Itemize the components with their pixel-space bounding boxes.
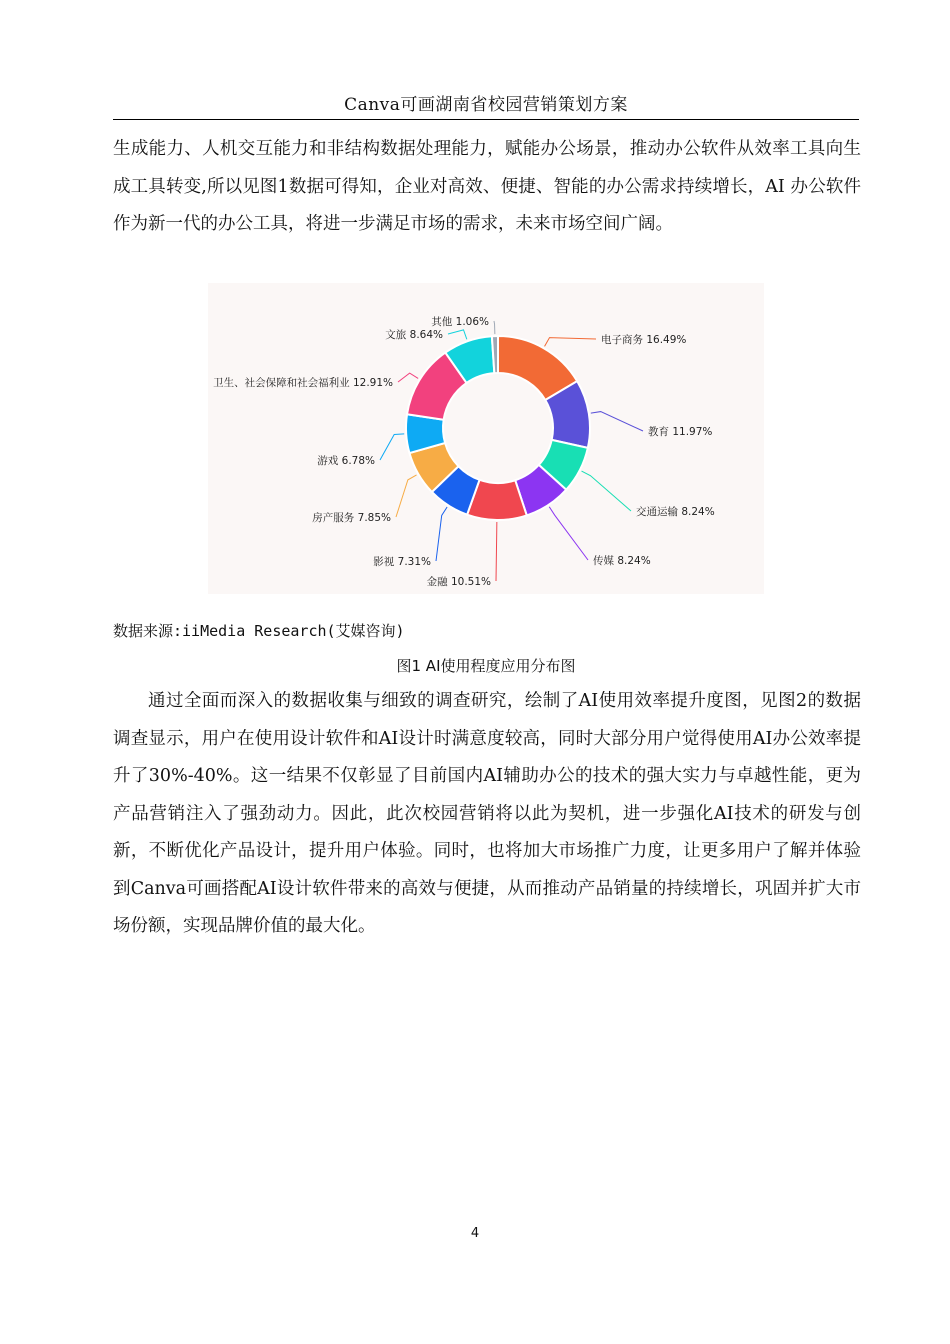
page-header-title: Canva可画湖南省校园营销策划方案 (113, 90, 859, 120)
donut-chart (208, 283, 764, 594)
donut-leader-line-8 (398, 373, 418, 382)
donut-slice-label-10: 其他 1.06% (431, 316, 489, 328)
figure-source: 数据来源:iiMedia Research(艾媒咨询) (113, 622, 405, 640)
donut-slice-label-9: 文旅 8.64% (385, 329, 443, 341)
figure-caption: 图1 AI使用程度应用分布图 (396, 657, 576, 675)
donut-slice-label-7: 游戏 6.78% (317, 455, 375, 467)
donut-slice-label-0: 电子商务 16.49% (601, 334, 687, 346)
page-number: 4 (470, 1226, 480, 1241)
donut-leader-line-2 (582, 471, 631, 511)
donut-leader-line-4 (496, 522, 497, 581)
donut-leader-line-1 (591, 412, 643, 431)
donut-slice-label-5: 影视 7.31% (373, 556, 431, 568)
donut-leader-line-6 (396, 475, 417, 517)
donut-slice-label-3: 传媒 8.24% (593, 555, 651, 567)
donut-leader-line-0 (545, 338, 596, 347)
body-paragraph-2: 通过全面而深入的数据收集与细致的调查研究，绘制了AI使用效率提升度图，见图2的数据调查显示，用户在使用设计软件和AI设计时满意度较高，同时大部分用户觉得使用AI办公效率提升了30%-40%。这一结果不仅彰显了目前国内AI辅助办公的技术的强大实力与卓越性能，更为产品营销注入了强劲动力。因此，此次校园营销将以此为契机，进一步强化AI技术的研发与创新，不断优化产品设计，提升用户体验。同时，也将加大市场推广力度，让更多用户了解并体验到Canva可画搭配AI设计软件带来的高效与便捷，从而推动产品销量的持续增长，巩固并扩大市场份额，实现品牌价值的最大化。 (113, 691, 861, 936)
donut-leader-line-7 (380, 434, 404, 460)
donut-leader-line-10 (494, 321, 495, 334)
donut-leader-line-5 (436, 507, 447, 561)
donut-slice-label-2: 交通运输 8.24% (636, 506, 715, 518)
body-paragraph-1: 生成能力、人机交互能力和非结构数据处理能力，赋能办公场景，推动办公软件从效率工具向生成工具转变,所以见图1数据可得知，企业对高效、便捷、智能的办公需求持续增长，AI 办公软件作为新一代的办公工具，将进一步满足市场的需求，未来市场空间广阔。 (113, 139, 861, 234)
donut-slice-label-8: 卫生、社会保障和社会福利业 12.91% (213, 377, 393, 389)
donut-slice-label-4: 金融 10.51% (426, 576, 491, 588)
donut-chart-figure (208, 283, 764, 594)
donut-slice-label-1: 教育 11.97% (648, 426, 713, 438)
donut-leader-line-9 (448, 330, 467, 339)
donut-slice-label-6: 房产服务 7.85% (312, 512, 391, 524)
donut-leader-line-3 (549, 507, 588, 560)
